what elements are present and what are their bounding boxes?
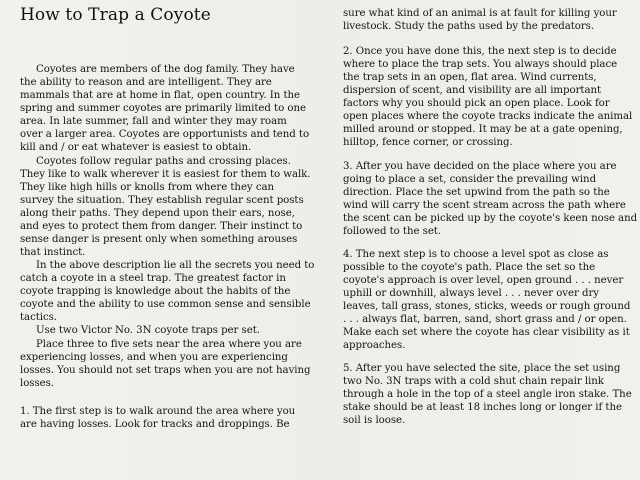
right-column-text-line: sure what kind of an animal is at fault for killing your [343, 8, 617, 19]
right-column-text-line: followed to the set. [343, 226, 442, 237]
right-column-text-line: going to place a set, consider the prevailing wind [343, 174, 597, 185]
left-column-text-line: experiencing losses, and when you are experiencing [20, 352, 288, 363]
left-column-text-line: the ability to reason and are intelligent. They are [20, 77, 272, 88]
right-column-text-line: wind will carry the scent stream across the path where [343, 200, 626, 211]
left-column-text-line: coyote and the ability to use common sense and sensible [20, 299, 311, 310]
right-column-text-line: soil is loose. [343, 415, 406, 426]
right-column-text-line: the trap sets in an open, flat area. Wind currents, [343, 72, 597, 83]
left-column-text-line: 1. The first step is to walk around the area where you [20, 406, 296, 417]
right-column-text-line: hilltop, fence corner, or crossing. [343, 137, 513, 148]
right-column-text-line: the scent can be picked up by the coyote's keen nose and [343, 213, 638, 224]
right-column-text-line: approaches. [343, 340, 406, 351]
left-column-text-line: are having losses. Look for tracks and droppings. Be [20, 419, 290, 430]
left-column-text-line: losses. You should not set traps when you are not having [20, 365, 311, 376]
left-column-text-line: survey the situation. They establish regular scent posts [20, 195, 304, 206]
left-column-text-line: They like to walk wherever it is easiest for them to walk. [20, 169, 311, 180]
right-column-text-line: livestock. Study the paths used by the predators. [343, 21, 595, 32]
right-column-text-line: uphill or downhill, always level . . . never over dry [343, 288, 599, 299]
left-column-text-line: area. In late summer, fall and winter they may roam [20, 116, 287, 127]
article-title: How to Trap a Coyote [20, 5, 211, 25]
right-column-text-line: milled around or stopped. It may be at a gate opening, [343, 124, 623, 135]
right-column-text-line: 3. After you have decided on the place where you are [343, 161, 617, 172]
left-column-text-line: that instinct. [20, 247, 86, 258]
right-column-text-line: direction. Place the set upwind from the path so the [343, 187, 610, 198]
left-column-text-line: mammals that are at home in flat, open country. In the [20, 90, 300, 101]
right-column-text-line: through a hole in the top of a steel angle iron stake. The [343, 389, 632, 400]
left-column-text-line: and eyes to protect them from danger. Their instinct to [20, 221, 303, 232]
left-column-text-line: sense danger is present only when something arouses [20, 234, 298, 245]
right-column-text-line: 4. The next step is to choose a level spot as close as [343, 249, 609, 260]
right-column-text-line: where to place the trap sets. You always should place [343, 59, 618, 70]
left-column-text-line: losses. [20, 378, 54, 389]
left-column-text-line: In the above description lie all the secrets you need to [36, 260, 315, 271]
right-column-text-line: . . . always flat, barren, sand, short grass and / or open. [343, 314, 627, 325]
left-column-text-line: catch a coyote in a steel trap. The greatest factor in [20, 273, 286, 284]
left-column-text-line: Place three to five sets near the area where you are [36, 339, 302, 350]
left-column-text-line: Coyotes follow regular paths and crossing places. [36, 156, 291, 167]
right-column-text-line: stake should be at least 18 inches long or longer if the [343, 402, 622, 413]
right-column-text-line: 5. After you have selected the site, place the set using [343, 363, 621, 374]
left-column-text-line: Coyotes are members of the dog family. They have [36, 64, 295, 75]
left-column-text-line: tactics. [20, 312, 57, 323]
left-column-text-line: kill and / or eat whatever is easiest to obtain. [20, 142, 252, 153]
left-column-text-line: coyote trapping is knowledge about the habits of the [20, 286, 291, 297]
left-column-text-line: over a larger area. Coyotes are opportunists and tend to [20, 129, 310, 140]
right-column-text-line: factors why you should pick an open place. Look for [343, 98, 610, 109]
left-column-text-line: Use two Victor No. 3N coyote traps per set. [36, 325, 260, 336]
right-column-text-line: 2. Once you have done this, the next step is to decide [343, 46, 617, 57]
right-column-text-line: coyote's approach is over level, open ground . . . never [343, 275, 624, 286]
right-column-text-line: two No. 3N traps with a cold shut chain repair link [343, 376, 604, 387]
left-column-text-line: They like high hills or knolls from where they can [20, 182, 275, 193]
right-column-text-line: dispersion of scent, and visibility are all important [343, 85, 602, 96]
left-column-text-line: spring and summer coyotes are primarily limited to one [20, 103, 306, 114]
right-column-text-line: Make each set where the coyote has clear visibility as it [343, 327, 630, 338]
left-column-text-line: along their paths. They depend upon their ears, nose, [20, 208, 295, 219]
right-column-text-line: open places where the coyote tracks indicate the animal [343, 111, 633, 122]
right-column-text-line: leaves, tall grass, stones, sticks, weeds or rough ground [343, 301, 631, 312]
right-column-text-line: possible to the coyote's path. Place the set so the [343, 262, 596, 273]
